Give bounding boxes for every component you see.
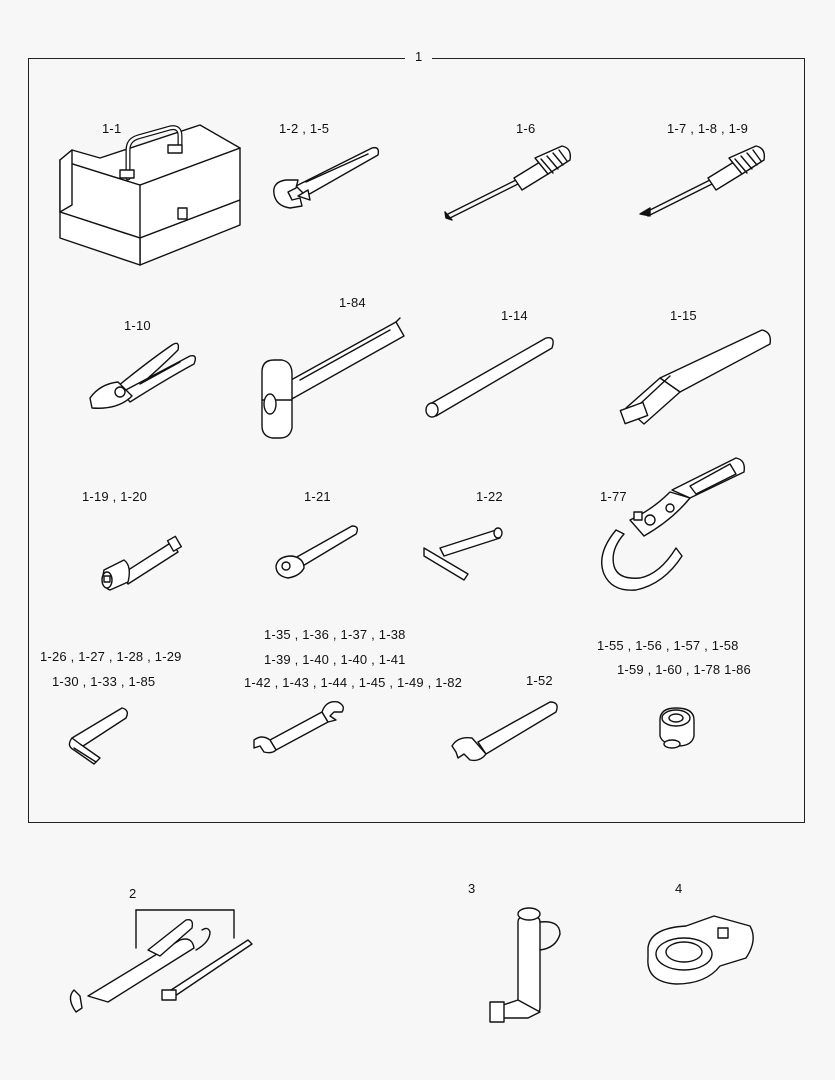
- socket-icon: [660, 708, 694, 748]
- rod-icon: [426, 338, 553, 417]
- label-1-7: 1-7 , 1-8 , 1-9: [667, 121, 749, 136]
- label-1-10: 1-10: [124, 318, 151, 333]
- hammer-icon: [262, 318, 404, 438]
- label-1-2: 1-2 , 1-5: [279, 121, 330, 136]
- bent-socket-wrench-icon: [490, 908, 560, 1022]
- label-1-19: 1-19 , 1-20: [82, 489, 148, 504]
- grease-gun-icon: [70, 910, 252, 1012]
- label-4: 4: [675, 881, 683, 896]
- frame-label: 1: [405, 49, 432, 64]
- label-1-15: 1-15: [670, 308, 697, 323]
- label-1-42: 1-42 , 1-43 , 1-44 , 1-45 , 1-49 , 1-82: [244, 675, 463, 690]
- label-1-22: 1-22: [476, 489, 503, 504]
- single-wrench-icon: [452, 702, 557, 760]
- ratchet-icon: [276, 526, 357, 578]
- ring-adapter-icon: [648, 916, 753, 984]
- label-1-52: 1-52: [526, 673, 553, 688]
- label-1-21: 1-21: [304, 489, 331, 504]
- label-1-55: 1-55 , 1-56 , 1-57 , 1-58: [597, 638, 739, 653]
- label-2: 2: [129, 886, 137, 901]
- screwdriver-flat-icon: [445, 146, 570, 220]
- label-1-14: 1-14: [501, 308, 528, 323]
- label-1-77: 1-77: [600, 489, 627, 504]
- adjustable-wrench-icon: [274, 148, 379, 208]
- toolbox-icon: [60, 125, 240, 265]
- label-1-39: 1-39 , 1-40 , 1-40 , 1-41: [264, 652, 406, 667]
- pliers-icon: [90, 343, 195, 408]
- label-3: 3: [468, 881, 476, 896]
- label-1-84: 1-84: [339, 295, 366, 310]
- open-end-wrench-icon: [254, 702, 343, 753]
- extension-bar-icon: [102, 536, 181, 590]
- filter-wrench-icon: [602, 458, 745, 590]
- flat-bar-icon: [620, 330, 770, 424]
- label-1-1: 1-1: [102, 121, 122, 136]
- label-1-26: 1-26 , 1-27 , 1-28 , 1-29: [40, 649, 182, 664]
- label-1-30: 1-30 , 1-33 , 1-85: [52, 674, 156, 689]
- t-handle-icon: [424, 528, 502, 580]
- label-1-6: 1-6: [516, 121, 536, 136]
- screwdriver-phillips-icon: [640, 146, 764, 216]
- label-1-35: 1-35 , 1-36 , 1-37 , 1-38: [264, 627, 406, 642]
- label-1-59: 1-59 , 1-60 , 1-78 1-86: [617, 662, 751, 677]
- hex-key-icon: [69, 708, 127, 764]
